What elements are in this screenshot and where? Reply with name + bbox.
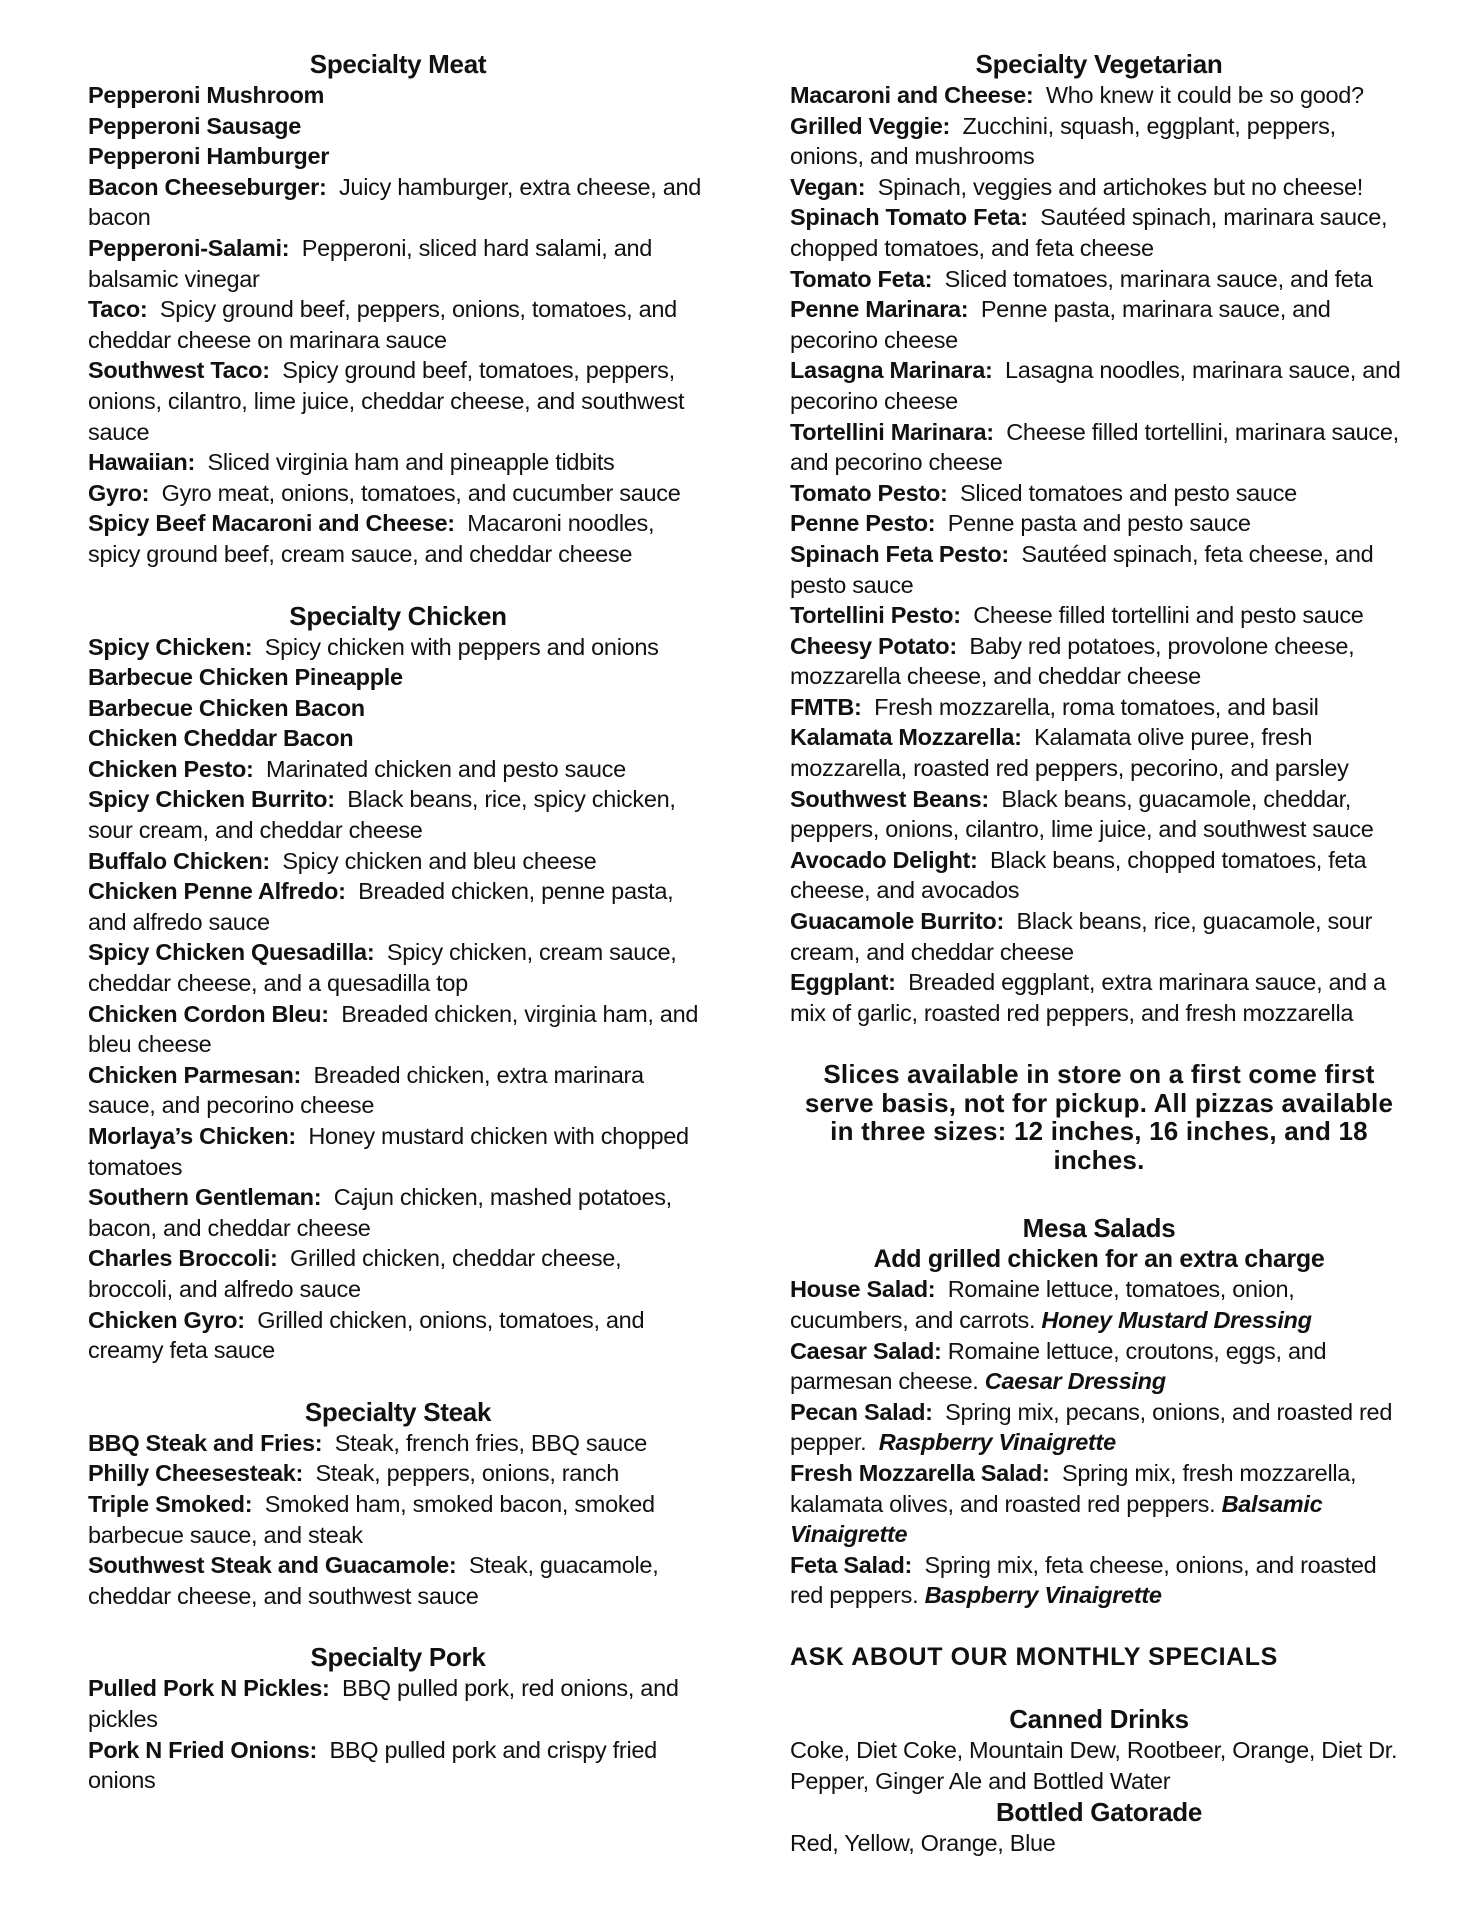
item-name: Gyro: <box>88 479 150 506</box>
item-desc: Lasagna noodles, marinara sauce, and pecorino cheese <box>790 357 1401 414</box>
item-name: Pepperoni Mushroom <box>88 82 325 108</box>
section-title: Specialty Chicken <box>289 600 507 631</box>
menu-item <box>88 1735 708 1796</box>
item-desc: Marinated chicken and pesto sauce <box>266 755 626 782</box>
menu-item <box>88 1182 708 1243</box>
menu-item <box>790 631 1408 692</box>
item-name: Grilled Veggie: <box>790 112 951 139</box>
menu-item <box>88 141 708 172</box>
spacer <box>790 1673 1408 1703</box>
gatorade-list: Red, Yellow, Orange, Blue <box>790 1830 1056 1857</box>
item-name: Pecan Salad: <box>790 1398 933 1425</box>
monthly-specials-note: ASK ABOUT OUR MONTHLY SPECIALS <box>790 1642 1278 1671</box>
item-name: Penne Marinara: <box>790 296 969 323</box>
item-name: Pepperoni Sausage <box>88 112 301 139</box>
item-name: Lasagna Marinara: <box>790 357 993 384</box>
item-desc: Breaded chicken, virginia ham, and bleu cheese <box>88 1000 699 1058</box>
item-name: Southwest Steak and Guacamole: <box>88 1552 457 1579</box>
item-name: Fresh Mozzarella Salad: <box>790 1459 1050 1486</box>
spacer <box>88 1366 708 1396</box>
item-desc: Black beans, rice, spicy chicken, sour cream, and cheddar cheese <box>88 786 676 844</box>
slices-notice: Slices available in store on a first come first serve basis, not for pickup. All pizzas available in three sizes: 12 inches, 16 inches, and 18 inches. <box>804 1059 1394 1175</box>
item-name: Tortellini Pesto: <box>790 602 961 629</box>
item-name: Pepperoni-Salami: <box>88 234 290 261</box>
mesa-salads-section <box>790 1212 1408 1611</box>
item-name: Southwest Taco: <box>88 357 270 384</box>
menu-item <box>790 845 1408 906</box>
menu-item <box>790 539 1408 600</box>
item-name: Southern Gentleman: <box>88 1184 322 1211</box>
item-desc: Sliced tomatoes, marinara sauce, and feta <box>944 265 1373 292</box>
left-column <box>88 48 708 1796</box>
menu-item <box>88 111 708 142</box>
item-name: Spinach Tomato Feta: <box>790 204 1028 231</box>
menu-item <box>790 1458 1408 1550</box>
item-desc: Steak, guacamole, cheddar cheese, and southwest sauce <box>88 1552 659 1609</box>
menu-item <box>790 1550 1408 1611</box>
item-name: House Salad: <box>790 1276 936 1303</box>
item-desc: Cajun chicken, mashed potatoes, bacon, and cheddar cheese <box>88 1184 672 1241</box>
menu-item <box>790 1397 1408 1458</box>
item-name: Spicy Beef Macaroni and Cheese: <box>88 510 455 537</box>
menu-item <box>790 202 1408 263</box>
menu-item <box>790 722 1408 783</box>
item-desc: Black beans, chopped tomatoes, feta cheese, and avocados <box>790 846 1367 904</box>
item-name: BBQ Steak and Fries: <box>88 1429 323 1456</box>
menu-item <box>88 754 708 785</box>
item-name: Hawaiian: <box>88 449 195 476</box>
item-desc: Spicy chicken with peppers and onions <box>264 633 659 660</box>
item-name: Cheesy Potato: <box>790 632 957 659</box>
item-name: Avocado Delight: <box>790 846 978 873</box>
menu-item <box>88 1060 708 1121</box>
item-desc: Spicy chicken and bleu cheese <box>282 847 597 874</box>
item-name: Bacon Cheeseburger: <box>88 173 327 200</box>
chicken-items <box>88 632 708 1366</box>
item-name: Pork N Fried Onions: <box>88 1736 318 1763</box>
spacer <box>790 1611 1408 1641</box>
item-name: Spicy Chicken: <box>88 633 253 660</box>
item-name: Buffalo Chicken: <box>88 847 270 874</box>
item-desc: Romaine lettuce, croutons, eggs, and parmesan cheese. <box>790 1337 1327 1395</box>
item-desc: Grilled chicken, cheddar cheese, broccoli, and alfredo sauce <box>88 1245 622 1302</box>
item-desc: Steak, peppers, onions, ranch <box>315 1460 620 1487</box>
menu-item <box>88 723 708 754</box>
meat-items <box>88 80 708 570</box>
item-desc: Steak, french fries, BBQ sauce <box>334 1429 648 1456</box>
menu-item <box>88 172 708 233</box>
item-desc: Juicy hamburger, extra cheese, and bacon <box>88 173 702 231</box>
menu-item <box>88 937 708 998</box>
menu-item <box>790 692 1408 723</box>
menu-item <box>790 417 1408 478</box>
menu-item <box>790 1336 1408 1397</box>
item-desc: Gyro meat, onions, tomatoes, and cucumber sauce <box>161 479 681 506</box>
item-desc: Sliced virginia ham and pineapple tidbits <box>207 449 615 476</box>
item-desc: Kalamata olive puree, fresh mozzarella, roasted red peppers, pecorino, and parsley <box>790 724 1349 782</box>
item-desc: Fresh mozzarella, roma tomatoes, and basil <box>874 693 1319 720</box>
menu-item <box>88 447 708 478</box>
menu-item <box>88 294 708 355</box>
item-desc: Penne pasta, marinara sauce, and pecorino cheese <box>790 296 1331 353</box>
pork-items <box>88 1673 708 1795</box>
specialty-vegetarian-section <box>790 48 1408 1028</box>
item-name: Spicy Chicken Quesadilla: <box>88 939 375 966</box>
menu-item <box>88 1458 708 1489</box>
item-name: Tomato Pesto: <box>790 479 948 506</box>
section-title: Specialty Steak <box>304 1396 492 1427</box>
item-desc: Breaded chicken, extra marinara sauce, and pecorino cheese <box>88 1061 644 1119</box>
item-name: Spinach Feta Pesto: <box>790 540 1009 567</box>
menu-item <box>88 355 708 447</box>
menu-item <box>88 1673 708 1734</box>
item-desc: Penne pasta and pesto sauce <box>947 510 1251 537</box>
item-name: Chicken Cheddar Bacon <box>88 725 354 752</box>
menu-item <box>88 80 708 111</box>
item-name: Barbecue Chicken Bacon <box>88 694 365 721</box>
menu-item <box>88 1305 708 1366</box>
menu-item <box>88 632 708 663</box>
item-desc: Zucchini, squash, eggplant, peppers, onions, and mushrooms <box>790 112 1336 170</box>
item-desc: Sautéed spinach, marinara sauce, chopped tomatoes, and feta cheese <box>790 204 1388 261</box>
menu-item <box>88 1550 708 1611</box>
canned-drinks-list: Coke, Diet Coke, Mountain Dew, Rootbeer, Orange, Diet Dr. Pepper, Ginger Ale and Bottled Water <box>790 1736 1398 1794</box>
item-desc: Spicy ground beef, peppers, onions, tomatoes, and cheddar cheese on marinara sauce <box>88 296 677 353</box>
item-desc: Spicy chicken, cream sauce, cheddar cheese, and a quesadilla top <box>88 939 677 997</box>
menu-item <box>88 662 708 693</box>
spacer <box>790 1174 1408 1212</box>
menu-item <box>88 478 708 509</box>
section-title: Specialty Pork <box>310 1642 486 1673</box>
item-name: Macaroni and Cheese: <box>790 82 1034 108</box>
item-name: Chicken Gyro: <box>88 1306 245 1333</box>
menu-item <box>88 1489 708 1550</box>
item-desc: Sautéed spinach, feta cheese, and pesto sauce <box>790 540 1374 598</box>
item-name: Chicken Cordon Bleu: <box>88 1000 329 1027</box>
section-title: Specialty Meat <box>309 49 487 79</box>
menu-item <box>88 693 708 724</box>
item-desc: BBQ pulled pork and crispy fried onions <box>88 1736 657 1794</box>
menu-item <box>88 999 708 1060</box>
menu-item <box>790 600 1408 631</box>
menu-item <box>790 967 1408 1028</box>
menu-item <box>790 784 1408 845</box>
menu-item <box>790 172 1408 203</box>
spacer <box>790 1028 1408 1060</box>
menu-item <box>790 478 1408 509</box>
item-desc: Spring mix, pecans, onions, and roasted red pepper. <box>790 1398 1393 1456</box>
menu-item <box>88 1243 708 1304</box>
steak-items <box>88 1428 708 1612</box>
item-desc: Baby red potatoes, provolone cheese, mozzarella cheese, and cheddar cheese <box>790 632 1355 690</box>
menu-item <box>790 355 1408 416</box>
item-desc: Spring mix, fresh mozzarella, kalamata olives, and roasted red peppers. <box>790 1459 1357 1517</box>
drinks-section <box>790 1703 1408 1859</box>
menu-item <box>88 1121 708 1182</box>
menu-item <box>790 80 1408 111</box>
item-name: Southwest Beans: <box>790 785 989 812</box>
item-name: Caesar Salad: <box>790 1337 942 1364</box>
menu-item <box>88 1428 708 1459</box>
item-desc: Pepperoni, sliced hard salami, and balsamic vinegar <box>88 234 653 292</box>
item-name: Eggplant: <box>790 969 896 996</box>
item-name: Kalamata Mozzarella: <box>790 724 1022 751</box>
item-name: Feta Salad: <box>790 1551 913 1578</box>
item-desc: Romaine lettuce, tomatoes, onion, cucumbers, and carrots. <box>790 1276 1295 1333</box>
item-name: Charles Broccoli: <box>88 1245 278 1272</box>
spacer <box>88 570 708 600</box>
menu-item <box>790 264 1408 295</box>
right-column <box>790 48 1408 1859</box>
section-title: Bottled Gatorade <box>995 1797 1203 1828</box>
item-desc: Macaroni noodles, spicy ground beef, cream sauce, and cheddar cheese <box>88 510 655 567</box>
item-name: Barbecue Chicken Pineapple <box>88 664 403 691</box>
item-desc: Grilled chicken, onions, tomatoes, and creamy feta sauce <box>88 1306 645 1364</box>
menu-item <box>88 508 708 569</box>
item-name: Vegan: <box>790 173 866 200</box>
item-name: FMTB: <box>790 693 862 720</box>
item-desc: Who knew it could be so good? <box>1045 82 1364 108</box>
menu-item <box>88 784 708 845</box>
menu-item <box>790 294 1408 355</box>
item-desc: Spinach, veggies and artichokes but no cheese! <box>877 173 1363 200</box>
section-title: Specialty Vegetarian <box>975 49 1223 79</box>
item-dressing: Baspberry Vinaigrette <box>924 1582 1162 1609</box>
item-name: Guacamole Burrito: <box>790 908 1004 935</box>
item-desc: Honey mustard chicken with chopped tomatoes <box>88 1123 689 1180</box>
item-desc: Sliced tomatoes and pesto sauce <box>960 479 1297 506</box>
vegetarian-items <box>790 80 1408 1028</box>
item-desc: Spicy ground beef, tomatoes, peppers, onions, cilantro, lime juice, cheddar cheese, and southwest sauce <box>88 357 685 445</box>
item-name: Chicken Parmesan: <box>88 1061 302 1088</box>
item-desc: BBQ pulled pork, red onions, and pickles <box>88 1675 679 1732</box>
item-dressing: Raspberry Vinaigrette <box>878 1429 1116 1456</box>
specialty-meat-section <box>88 48 708 570</box>
item-desc: Black beans, guacamole, cheddar, peppers, onions, cilantro, lime juice, and southwest sauce <box>790 785 1374 843</box>
item-dressing: Balsamic Vinaigrette <box>790 1490 1323 1548</box>
spacer <box>88 1611 708 1641</box>
item-name: Taco: <box>88 296 148 323</box>
item-desc: Breaded chicken, penne pasta, and alfredo sauce <box>88 878 674 935</box>
item-name: Spicy Chicken Burrito: <box>88 786 335 813</box>
menu-item <box>790 1274 1408 1335</box>
item-desc: Cheese filled tortellini, marinara sauce, and pecorino cheese <box>790 418 1399 476</box>
item-name: Penne Pesto: <box>790 510 936 537</box>
item-desc: Breaded eggplant, extra marinara sauce, and a mix of garlic, roasted red peppers, and fresh mozzarella <box>790 969 1386 1026</box>
menu-item <box>790 111 1408 172</box>
item-name: Morlaya’s Chicken: <box>88 1123 296 1149</box>
salad-items <box>790 1274 1408 1611</box>
menu-item <box>790 906 1408 967</box>
menu-item <box>790 508 1408 539</box>
item-name: Pepperoni Hamburger <box>88 143 330 170</box>
item-desc: Black beans, rice, guacamole, sour cream, and cheddar cheese <box>790 908 1372 965</box>
section-title: Mesa Salads <box>1022 1213 1176 1244</box>
specialty-chicken-section <box>88 600 708 1366</box>
menu-item <box>88 846 708 877</box>
item-desc: Spring mix, feta cheese, onions, and roasted red peppers. <box>790 1551 1377 1609</box>
item-name: Chicken Penne Alfredo: <box>88 878 346 905</box>
item-name: Chicken Pesto: <box>88 755 254 782</box>
item-name: Triple Smoked: <box>88 1490 253 1517</box>
specialty-steak-section <box>88 1396 708 1612</box>
menu-item <box>88 233 708 294</box>
item-name: Pulled Pork N Pickles: <box>88 1675 330 1702</box>
item-desc: Smoked ham, smoked bacon, smoked barbecue sauce, and steak <box>88 1490 655 1548</box>
salads-subtitle: Add grilled chicken for an extra charge <box>873 1245 1325 1274</box>
menu-item <box>88 876 708 937</box>
item-dressing: Caesar Dressing <box>984 1368 1166 1395</box>
item-name: Tomato Feta: <box>790 265 933 292</box>
item-name: Tortellini Marinara: <box>790 418 994 445</box>
item-desc: Cheese filled tortellini and pesto sauce <box>973 602 1364 629</box>
item-dressing: Honey Mustard Dressing <box>1041 1307 1312 1333</box>
item-name: Philly Cheesesteak: <box>88 1460 304 1487</box>
section-title: Canned Drinks <box>1009 1703 1189 1734</box>
specialty-pork-section <box>88 1641 708 1795</box>
